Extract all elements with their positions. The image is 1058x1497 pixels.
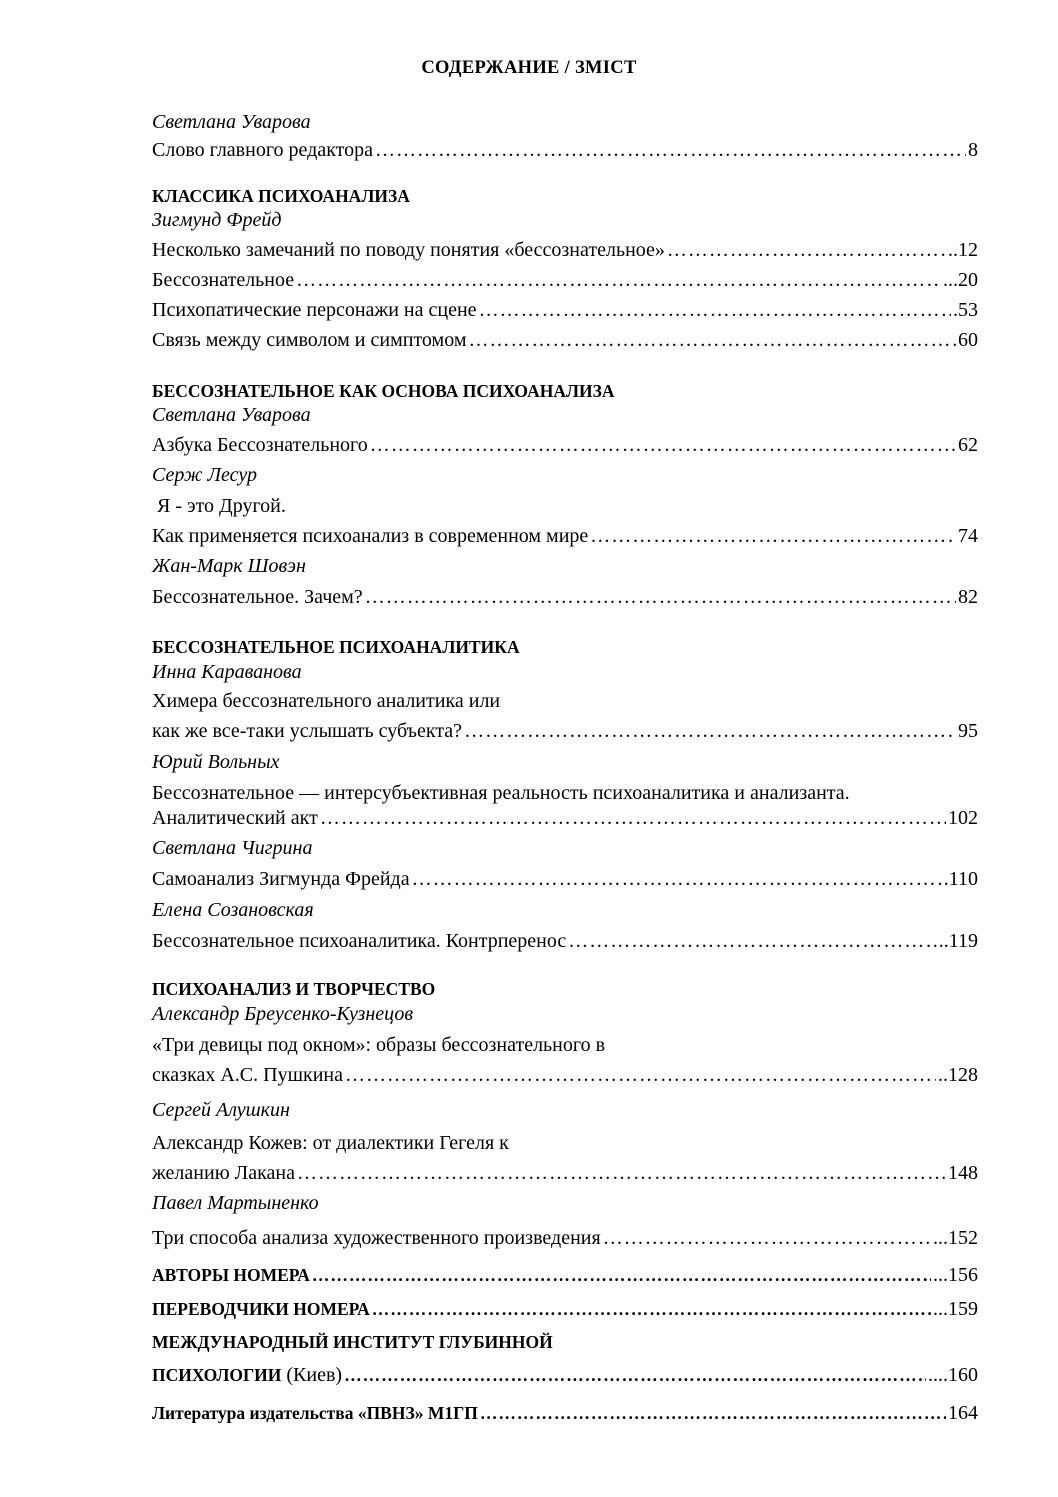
author-freud: Зигмунд Фрейд	[152, 209, 282, 231]
page-number: ...20	[943, 269, 978, 291]
dot-leader	[468, 328, 956, 352]
page-number: ..119	[938, 930, 978, 952]
toc-entry-svyaz[interactable]	[152, 328, 978, 352]
entry-title: Бессознательное	[152, 269, 295, 291]
section-heading-osnova: БЕССОЗНАТЕЛЬНОЕ КАК ОСНОВА ПСИХОАНАЛИЗА	[152, 381, 615, 401]
toc-entry-kontr[interactable]	[152, 929, 978, 953]
toc-entry-zachem[interactable]	[152, 585, 978, 609]
dot-leader	[412, 867, 942, 891]
toc-entry-zamechaniya[interactable]	[152, 238, 978, 262]
page-number: 62	[958, 434, 978, 456]
author-lesur: Серж Лесур	[152, 464, 257, 486]
entry-title: желанию Лакана	[152, 1162, 295, 1184]
toc-entry-tri-sposoba[interactable]	[152, 1226, 978, 1250]
page-number: ..128	[938, 1064, 978, 1086]
dot-leader	[464, 719, 956, 743]
section-heading-analitika: БЕССОЗНАТЕЛЬНОЕ ПСИХОАНАЛИТИКА	[152, 637, 520, 657]
page-title: СОДЕРЖАНИЕ / ЗМІСТ	[421, 58, 637, 78]
entry-title-bold: ПСИХОЛОГИИ	[152, 1365, 282, 1385]
entry-title-line	[152, 494, 978, 518]
entry-title-extra: (Киев)	[281, 1364, 343, 1386]
page-number: ...152	[933, 1227, 978, 1249]
author-chigrina: Светлана Чигрина	[152, 837, 313, 859]
dot-leader	[480, 1401, 946, 1425]
page-number: ..12	[948, 239, 978, 261]
author-uvarova: Светлана Уварова	[152, 404, 311, 426]
entry-title: Литература издательства «ПВНЗ» М1ГП	[152, 1403, 478, 1423]
entry-title: Азбука Бессознательного	[152, 434, 368, 456]
dot-leader	[372, 1297, 931, 1321]
dot-leader	[479, 298, 951, 322]
author-volnyh: Юрий Вольных	[152, 751, 280, 773]
toc-entry-kak[interactable]	[152, 524, 978, 548]
toc-entry-azbuka[interactable]	[152, 433, 978, 457]
toc-entry-samoanaliz[interactable]	[152, 867, 978, 891]
page-number: ....160	[928, 1364, 978, 1386]
entry-title-line: Бессознательное — интерсубъективная реальность психоаналитика и анализанта.	[152, 782, 850, 804]
page-number: .53	[953, 299, 978, 321]
page-number: ...156	[933, 1264, 978, 1286]
section-heading-institut: МЕЖДУНАРОДНЫЙ ИНСТИТУТ ГЛУБИННОЙ	[152, 1332, 553, 1352]
author-sozanovskaya: Елена Созановская	[152, 899, 314, 921]
page-number: 60	[958, 329, 978, 351]
dot-leader	[370, 433, 956, 457]
toc-entry-psihopat[interactable]	[152, 298, 978, 322]
entry-title-line: «Три девицы под окном»: образы бессознательного в	[152, 1034, 606, 1056]
page-number: 82	[958, 586, 978, 608]
entry-title: Я - это Другой.	[157, 495, 286, 517]
dot-leader	[375, 138, 966, 162]
entry-title: Несколько замечаний по поводу понятия «бессознательное»	[152, 239, 665, 261]
entry-title: Аналитический акт	[152, 807, 318, 829]
entry-title: Три способа анализа художественного произведения	[152, 1227, 601, 1249]
dot-leader	[320, 806, 946, 830]
entry-title	[152, 1363, 342, 1387]
page-number: .110	[943, 868, 978, 890]
page-number: 8	[968, 139, 978, 161]
toc-entry-bessoznatelnoe[interactable]	[152, 268, 978, 292]
dot-leader	[296, 268, 941, 292]
dot-leader	[297, 1161, 946, 1185]
entry-title: ПЕРЕВОДЧИКИ НОМЕРА	[152, 1299, 370, 1319]
toc-entry-avtory[interactable]	[152, 1263, 978, 1287]
entry-title: Как применяется психоанализ в современном мире	[152, 525, 589, 547]
dot-leader	[568, 929, 936, 953]
entry-title: Бессознательное психоаналитика. Контрперенос	[152, 930, 567, 952]
toc-entry-akt[interactable]	[152, 806, 978, 830]
dot-leader	[603, 1226, 931, 1250]
entry-title: Бессознательное. Зачем?	[152, 586, 363, 608]
entry-title: Психопатические персонажи на сцене	[152, 299, 477, 321]
page-number: 95	[958, 720, 978, 742]
author-karavanova: Инна Караванова	[152, 661, 302, 683]
author-shovan: Жан-Марк Шовэн	[152, 555, 306, 577]
page-number: 148	[948, 1162, 978, 1184]
section-heading-tvorchestvo: ПСИХОАНАЛИЗ И ТВОРЧЕСТВО	[152, 979, 436, 999]
entry-title-line: Химера бессознательного аналитика или	[152, 690, 501, 712]
entry-title: сказках А.С. Пушкина	[152, 1064, 343, 1086]
toc-entry-subekt[interactable]	[152, 719, 978, 743]
entry-title: Самоанализ Зигмунда Фрейда	[152, 868, 410, 890]
dot-leader	[312, 1263, 931, 1287]
page-number: 74	[958, 525, 978, 547]
toc-entry-lakan[interactable]	[152, 1161, 978, 1185]
toc-entry-slovo[interactable]	[152, 138, 978, 162]
page-number: 102	[948, 807, 978, 829]
toc-entry-psihologii[interactable]	[152, 1363, 978, 1387]
toc-entry-perevodchiki[interactable]	[152, 1297, 978, 1321]
author-uvarova: Светлана Уварова	[152, 111, 311, 133]
entry-title: Слово главного редактора	[152, 139, 373, 161]
dot-leader	[365, 585, 956, 609]
dot-leader	[345, 1063, 936, 1087]
page-number: ...159	[933, 1298, 978, 1320]
entry-title: как же все-таки услышать субъекта?	[152, 720, 463, 742]
dot-leader	[344, 1363, 926, 1387]
section-heading-klassika: КЛАССИКА ПСИХОАНАЛИЗА	[152, 186, 410, 206]
author-breusenko: Александр Бреусенко-Кузнецов	[152, 1003, 414, 1025]
toc-entry-pushkin[interactable]	[152, 1063, 978, 1087]
entry-title: Связь между символом и симптомом	[152, 329, 467, 351]
page-number: 164	[948, 1402, 978, 1424]
dot-leader	[590, 524, 956, 548]
author-alushkin: Сергей Алушкин	[152, 1099, 290, 1121]
toc-entry-literatura[interactable]	[152, 1401, 978, 1425]
author-martynenko: Павел Мартыненко	[152, 1192, 319, 1214]
dot-leader	[667, 238, 946, 262]
entry-title-line: Александр Кожев: от диалектики Гегеля к	[152, 1132, 509, 1154]
entry-title: АВТОРЫ НОМЕРА	[152, 1265, 310, 1285]
